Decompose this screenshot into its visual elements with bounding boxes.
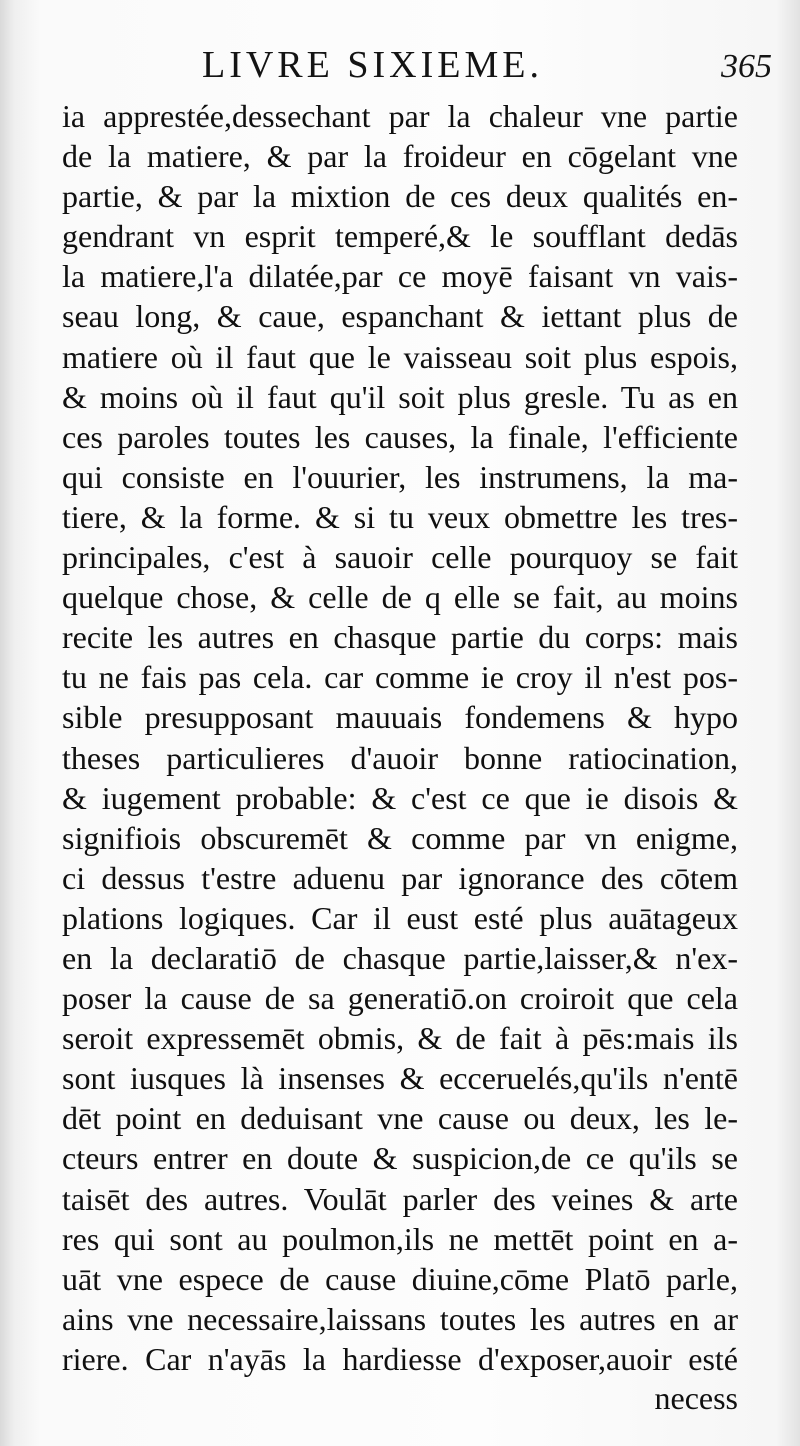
page-number: 365	[721, 48, 772, 85]
text-line: quelque chose, & celle de q elle se fait, au moins	[62, 579, 738, 616]
text-line: signifiois obscuremēt & comme par vn enigme,	[62, 819, 738, 856]
text-line: gendrant vn esprit temperé,& le soufflant dedās	[62, 218, 738, 255]
running-head: LIVRE SIXIEME.	[202, 44, 543, 86]
text-line: seroit expressemēt obmis, & de fait à pēs:mais ils	[62, 1020, 738, 1057]
text-line: partie, & par la mixtion de ces deux qualités en-	[62, 178, 738, 215]
text-line: ia apprestée,dessechant par la chaleur vne partie	[62, 98, 738, 134]
text-line: la matiere,l'a dilatée,par ce moyē faisant vn vais-	[62, 258, 738, 295]
text-line: seau long, & caue, espanchant & iettant plus de	[62, 298, 738, 335]
text-line: sible presupposant mauuais fondemens & hypo	[62, 699, 738, 736]
text-line: ces paroles toutes les causes, la finale, l'efficiente	[62, 418, 738, 455]
text-line: sont iusques là insenses & ecceruelés,qu'ils n'entē	[62, 1060, 738, 1097]
catchword-row	[62, 1378, 738, 1418]
text-line: matiere où il faut que le vaisseau soit plus espois,	[62, 338, 738, 375]
text-line: plations logiques. Car il eust esté plus auātageux	[62, 899, 738, 936]
text-line: principales, c'est à sauoir celle pourquoy se fait	[62, 539, 738, 576]
page-header	[62, 40, 772, 90]
text-line: tu ne fais pas cela. car comme ie croy il n'est pos-	[62, 659, 738, 696]
text-line: poser la cause de sa generatiō.on croiroit que cela	[62, 980, 738, 1017]
text-line: ains vne necessaire,laissans toutes les autres en ar	[62, 1300, 738, 1337]
text-line: qui consiste en l'ouurier, les instrumens, la ma-	[62, 458, 738, 495]
text-line: riere. Car n'ayās la hardiesse d'exposer,auoir esté	[62, 1340, 738, 1377]
text-line: tiere, & la forme. & si tu veux obmettre les tres-	[62, 498, 738, 535]
text-line: cteurs entrer en doute & suspicion,de ce qu'ils se	[62, 1140, 738, 1177]
text-line: theses particulieres d'auoir bonne ratiocination,	[62, 739, 738, 776]
text-line: de la matiere, & par la froideur en cōgelant vne	[62, 138, 738, 175]
text-line: res qui sont au poulmon,ils ne mettēt point en a-	[62, 1220, 738, 1257]
text-line: en la declaratiō de chasque partie,laisser,& n'ex-	[62, 939, 738, 976]
text-line: uāt vne espece de cause diuine,cōme Platō parle,	[62, 1260, 738, 1297]
text-line: recite les autres en chasque partie du corps: mais	[62, 619, 738, 656]
text-line: ci dessus t'estre aduenu par ignorance des cōtem	[62, 859, 738, 896]
text-line: taisēt des autres. Voulāt parler des veines & arte	[62, 1180, 738, 1217]
catchword: necess	[654, 1380, 738, 1416]
text-line: & moins où il faut qu'il soit plus gresle. Tu as en	[62, 378, 738, 415]
text-line: dēt point en deduisant vne cause ou deux, les le-	[62, 1100, 738, 1137]
text-line: & iugement probable: & c'est ce que ie disois &	[62, 779, 738, 816]
body-text	[62, 96, 738, 1379]
